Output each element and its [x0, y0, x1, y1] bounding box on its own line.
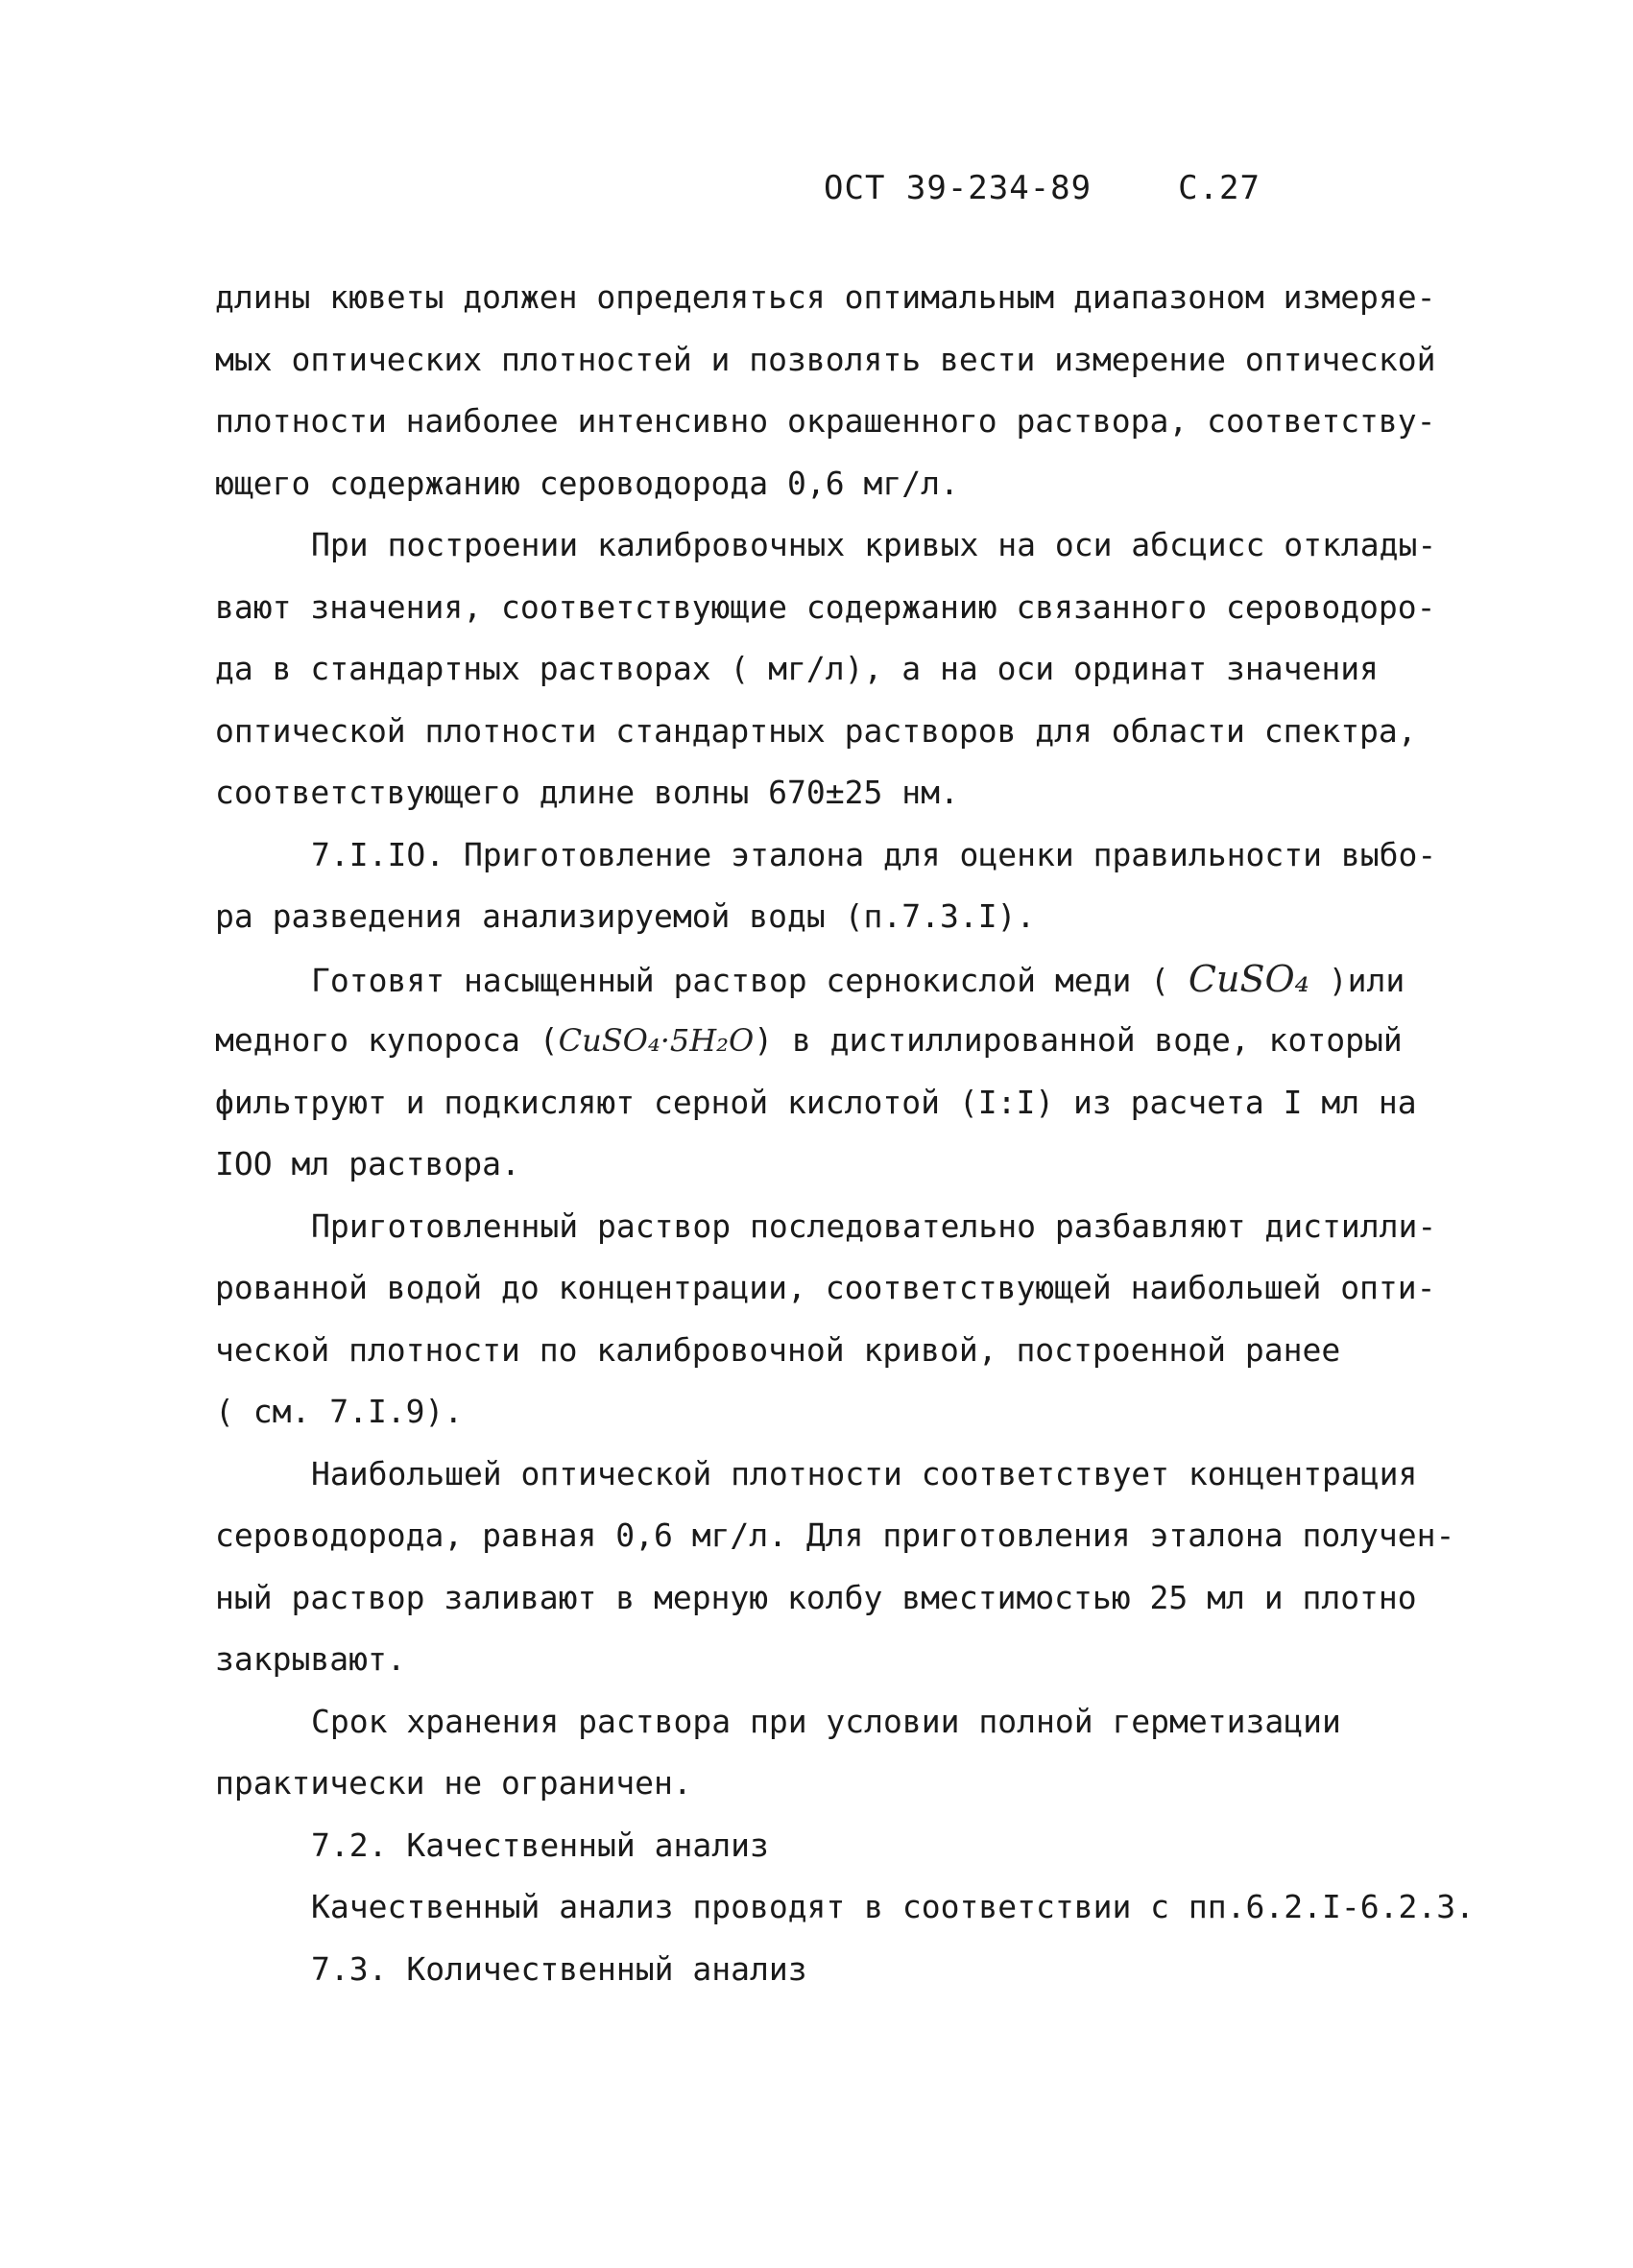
text-line-1: длины кюветы должен определяться оптимальным диапазоном измеряе- [215, 278, 1436, 316]
text-line-6: вают значения, соответствующие содержанию связанного сероводоро- [215, 587, 1436, 626]
text-line-11: ра разведения анализируемой воды (п.7.3.I). [215, 897, 1036, 935]
text-line-18: ческой плотности по калибровочной кривой, построенной ранее [215, 1330, 1341, 1369]
text-line-14: фильтруют и подкисляют серной кислотой (I:I) из расчета I мл на [215, 1083, 1417, 1121]
text-line-24: Срок хранения раствора при условии полной герметизации [311, 1702, 1341, 1740]
text-segment: медного купороса ( [215, 1021, 559, 1059]
text-line-23: закрывают. [215, 1640, 406, 1678]
text-line-27: Качественный анализ проводят в соответствии с пп.6.2.I-6.2.3. [311, 1888, 1475, 1925]
page-number: С.27 [1178, 169, 1261, 207]
text-line-3: плотности наиболее интенсивно окрашенного раствора, соответству- [215, 402, 1436, 440]
text-segment: Готовят насыщенный раствор сернокислой меди ( [311, 961, 1189, 999]
page-header [824, 169, 1261, 207]
text-line-8: оптической плотности стандартных растворов для области спектра, [215, 711, 1417, 750]
chemical-formula-copper-sulfate: CuSO₄ [1188, 957, 1309, 1000]
text-line-25: практически не ограничен. [215, 1764, 692, 1802]
text-line-9: соответствующего длине волны 670±25 нм. [215, 774, 959, 811]
section-heading-7-2: 7.2. Качественный анализ [311, 1826, 769, 1864]
document-code: ОСТ 39-234-89 [824, 169, 1093, 207]
text-segment: ) в дистиллированной воде, который [754, 1021, 1403, 1059]
chemical-formula-copper-sulfate-pentahydrate: CuSO₄·5H₂O [558, 1022, 755, 1059]
text-line-20: Наибольшей оптической плотности соответствует концентрация [311, 1454, 1418, 1492]
text-line-7: да в стандартных растворах ( мг/л), а на оси ординат значения [215, 650, 1379, 687]
text-segment: )или [1309, 961, 1405, 999]
text-line-21: сероводорода, равная 0,6 мг/л. Для приготовления эталона получен- [215, 1516, 1455, 1554]
section-heading-7-3: 7.3. Количественный анализ [311, 1949, 807, 1988]
text-line-2: мых оптических плотностей и позволять вести измерение оптической [215, 340, 1436, 378]
text-line-17: рованной водой до концентрации, соответствующей наибольшей опти- [215, 1269, 1436, 1306]
text-line-12 [215, 948, 1463, 1011]
text-line-4: ющего содержанию сероводорода 0,6 мг/л. [215, 464, 959, 502]
body-text [215, 267, 1475, 2000]
text-line-5: При построении калибровочных кривых на оси абсцисс отклады- [311, 526, 1437, 563]
text-line-10: 7.I.IO. Приготовление эталона для оценки правильности выбо- [311, 835, 1437, 873]
text-line-16: Приготовленный раствор последовательно разбавляют дистилли- [311, 1206, 1437, 1245]
text-line-13 [215, 1010, 1463, 1072]
text-line-19: ( см. 7.I.9). [215, 1393, 464, 1430]
text-line-15: IOO мл раствора. [215, 1145, 520, 1182]
text-line-22: ный раствор заливают в мерную колбу вместимостью 25 мл и плотно [215, 1578, 1417, 1616]
